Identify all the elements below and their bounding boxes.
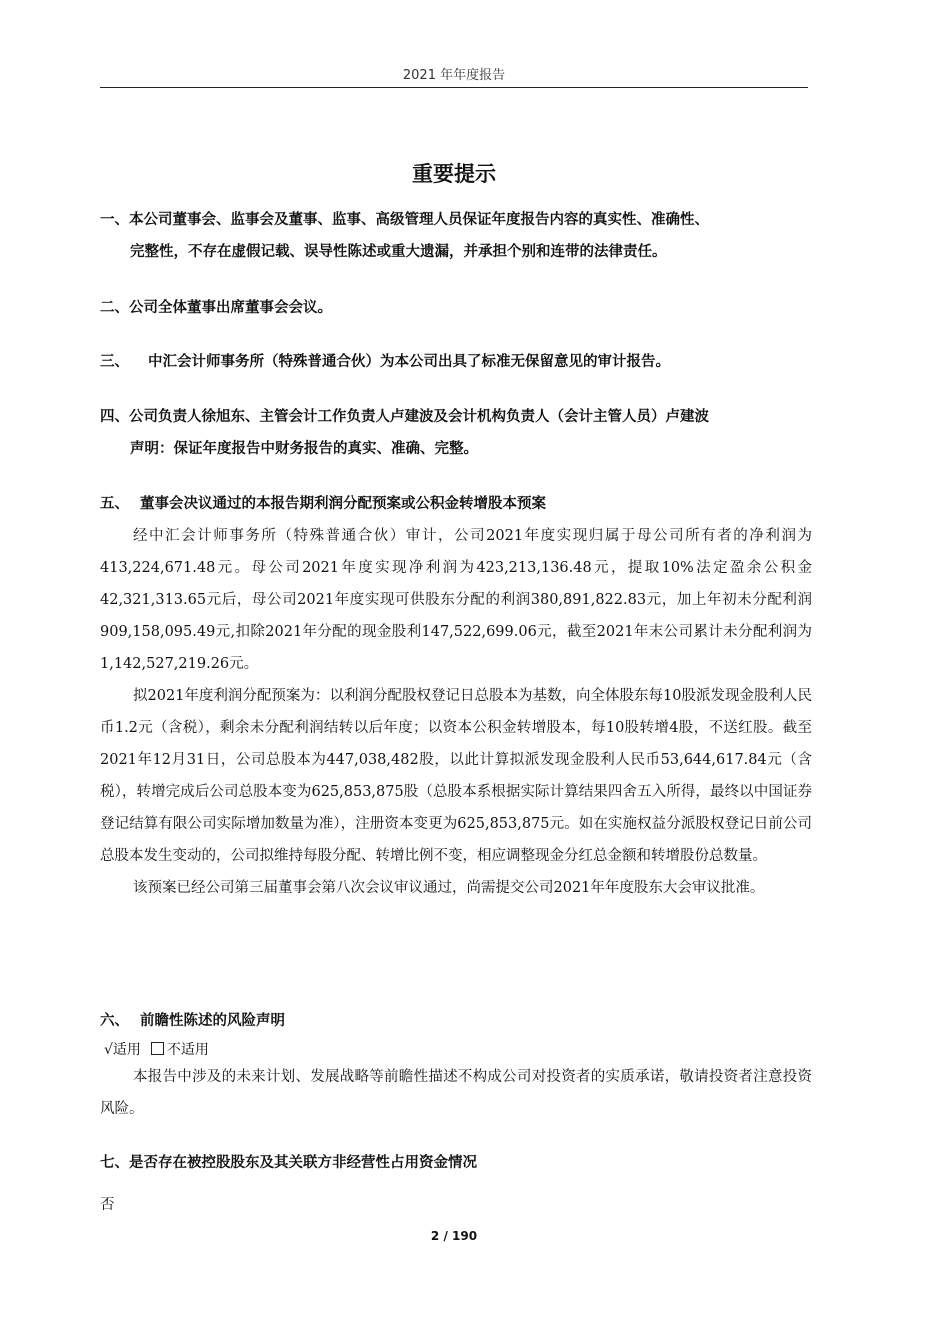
item-three-number: 三、 xyxy=(100,354,129,370)
item-four-number: 四、 xyxy=(100,409,129,425)
item-six-title: 前瞻性陈述的风险声明 xyxy=(140,1013,285,1029)
item-seven-answer: 否 xyxy=(100,1197,115,1213)
page-header: 2021 年年度报告 xyxy=(402,68,506,83)
item-two-number: 二、 xyxy=(100,300,129,316)
item-two xyxy=(100,292,812,324)
item-five-paragraph-2: 拟2021年度利润分配预案为：以利润分配股权登记日总股本为基数，向全体股东每10股派发现金股利人民币1.2元（含税），剩余未分配利润结转以后年度；以资本公积金转增股本，每10股转增4股，不送红股。截至2021年12月31日，公司总股本为447,038,482股，以此计算拟派发现金股利人民币53,644,617.84元（含税），转增完成后公司总股本变为625,853,875股（总股本系根据实际计算结果四舍五入所得，最终以中国证券登记结算有限公司实际增加数量为准），注册资本变更为625,853,875元。如在实施权益分派股权登记日前公司总股本发生变动的，公司拟维持每股分配、转增比例不变，相应调整现金分红总金额和转增股份总数量。 xyxy=(100,688,812,864)
item-four-line2: 声明：保证年度报告中财务报告的真实、准确、完整。 xyxy=(130,441,478,457)
item-five-paragraph-1: 经中汇会计师事务所（特殊普通合伙）审计，公司2021年度实现归属于母公司所有者的净利润为413,224,671.48元。母公司2021年度实现净利润为423,213,136.48元，提取10%法定盈余公积金42,321,313.65元后，母公司2021年度实现可供股东分配的利润380,891,822.83元，加上年初未分配利润909,158,095.49元,扣除2021年分配的现金股利147,522,699.06元，截至2021年末公司累计未分配利润为1,142,527,219.26元。 xyxy=(100,528,812,672)
empty-checkbox-icon xyxy=(151,1042,164,1055)
item-four-line1: 公司负责人徐旭东、主管会计工作负责人卢建波及会计机构负责人（会计主管人员）卢建波 xyxy=(129,409,709,425)
item-one-line2: 完整性，不存在虚假记载、误导性陈述或重大遗漏，并承担个别和连带的法律责任。 xyxy=(130,244,667,260)
item-six-number: 六、 xyxy=(100,1013,129,1029)
item-two-text: 公司全体董事出席董事会会议。 xyxy=(129,300,332,316)
item-five-number: 五、 xyxy=(100,496,129,512)
page-title: 重要提示 xyxy=(412,162,496,186)
item-five-paragraph-3: 该预案已经公司第三届董事会第八次会议审议通过，尚需提交公司2021年年度股东大会审议批准。 xyxy=(133,880,765,896)
check-mark-icon: √ xyxy=(104,1042,113,1058)
page-number: 2 / 190 xyxy=(430,1229,478,1243)
item-seven-number: 七、 xyxy=(100,1155,129,1171)
applicable-option: 适用 xyxy=(112,1042,141,1058)
item-one-line1: 本公司董事会、监事会及董事、监事、高级管理人员保证年度报告内容的真实性、准确性、 xyxy=(129,212,709,228)
item-six xyxy=(100,1005,812,1125)
header-divider xyxy=(100,87,808,88)
item-seven xyxy=(100,1147,812,1221)
item-five xyxy=(100,488,812,904)
item-four xyxy=(100,401,812,465)
item-six-paragraph: 本报告中涉及的未来计划、发展战略等前瞻性描述不构成公司对投资者的实质承诺，敬请投资者注意投资风险。 xyxy=(100,1069,812,1117)
item-three-text: 中汇会计师事务所（特殊普通合伙）为本公司出具了标准无保留意见的审计报告。 xyxy=(148,354,670,370)
applicability-selector xyxy=(100,1037,812,1063)
item-five-title: 董事会决议通过的本报告期利润分配预案或公积金转增股本预案 xyxy=(140,496,546,512)
item-one xyxy=(100,204,812,268)
item-seven-title: 是否存在被控股股东及其关联方非经营性占用资金情况 xyxy=(129,1155,477,1171)
item-one-number: 一、 xyxy=(100,212,129,228)
item-three xyxy=(100,346,812,378)
not-applicable-option: 不适用 xyxy=(166,1042,209,1058)
